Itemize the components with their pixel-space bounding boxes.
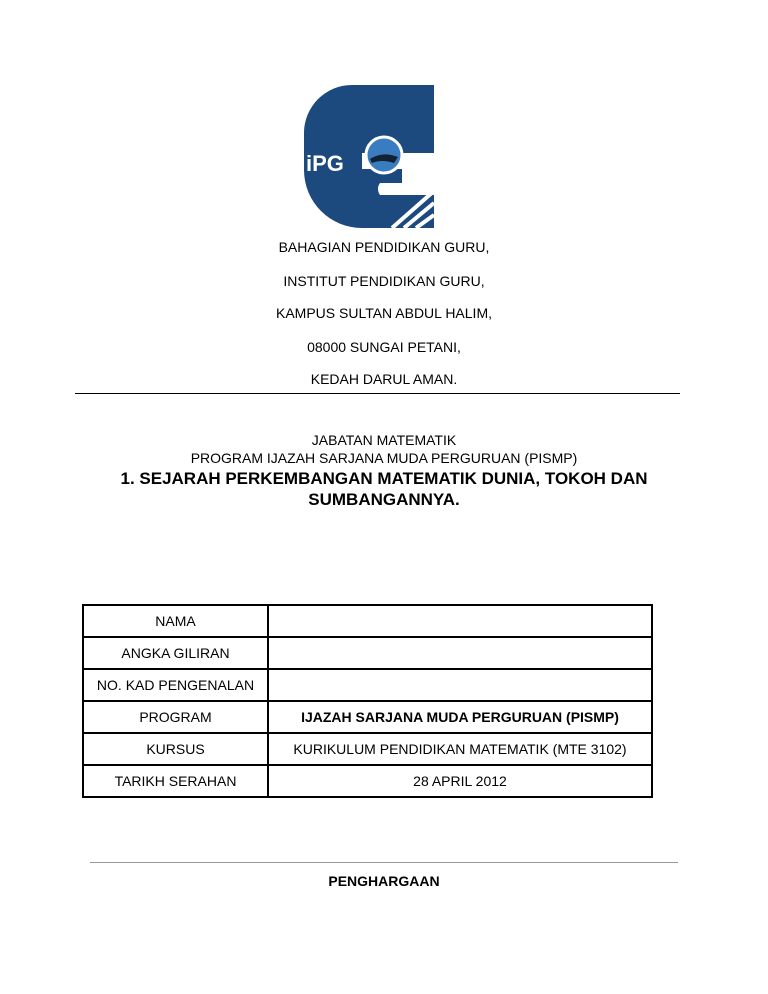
svg-text:iPG: iPG: [306, 151, 344, 176]
table-row: [83, 669, 652, 701]
student-info-table: [82, 604, 653, 798]
row-label: KURSUS: [83, 733, 268, 765]
row-label: NAMA: [83, 605, 268, 637]
row-value: [268, 637, 652, 669]
row-label: PROGRAM: [83, 701, 268, 733]
address-line: BAHAGIAN PENDIDIKAN GURU,: [278, 239, 490, 255]
table-row: [83, 637, 652, 669]
ipg-logo: [302, 83, 436, 228]
row-label: TARIKH SERAHAN: [83, 765, 268, 797]
row-label: NO. KAD PENGENALAN: [83, 669, 268, 701]
divider: [75, 393, 680, 394]
row-value: [268, 605, 652, 637]
divider: [90, 862, 678, 863]
address-line: KAMPUS SULTAN ABDUL HALIM,: [275, 305, 492, 321]
acknowledgement-heading: PENGHARGAAN: [328, 873, 440, 889]
row-label: ANGKA GILIRAN: [83, 637, 268, 669]
address-line: INSTITUT PENDIDIKAN GURU,: [283, 273, 485, 289]
document-title: 1. SEJARAH PERKEMBANGAN MATEMATIK DUNIA, TOKOH DAN: [120, 469, 648, 488]
row-value: [268, 669, 652, 701]
table-row: [83, 605, 652, 637]
programme: PROGRAM IJAZAH SARJANA MUDA PERGURUAN (PISMP): [190, 450, 578, 466]
department: JABATAN MATEMATIK: [311, 432, 457, 448]
row-value: KURIKULUM PENDIDIKAN MATEMATIK (MTE 3102): [268, 733, 652, 765]
table-row: [83, 733, 652, 765]
document-title-cont: SUMBANGANNYA.: [308, 490, 460, 509]
address-line: KEDAH DARUL AMAN.: [310, 371, 458, 387]
address-line: 08000 SUNGAI PETANI,: [307, 339, 461, 355]
table-row: [83, 765, 652, 797]
row-value: IJAZAH SARJANA MUDA PERGURUAN (PISMP): [268, 701, 652, 733]
row-value: 28 APRIL 2012: [268, 765, 652, 797]
table-row: [83, 701, 652, 733]
